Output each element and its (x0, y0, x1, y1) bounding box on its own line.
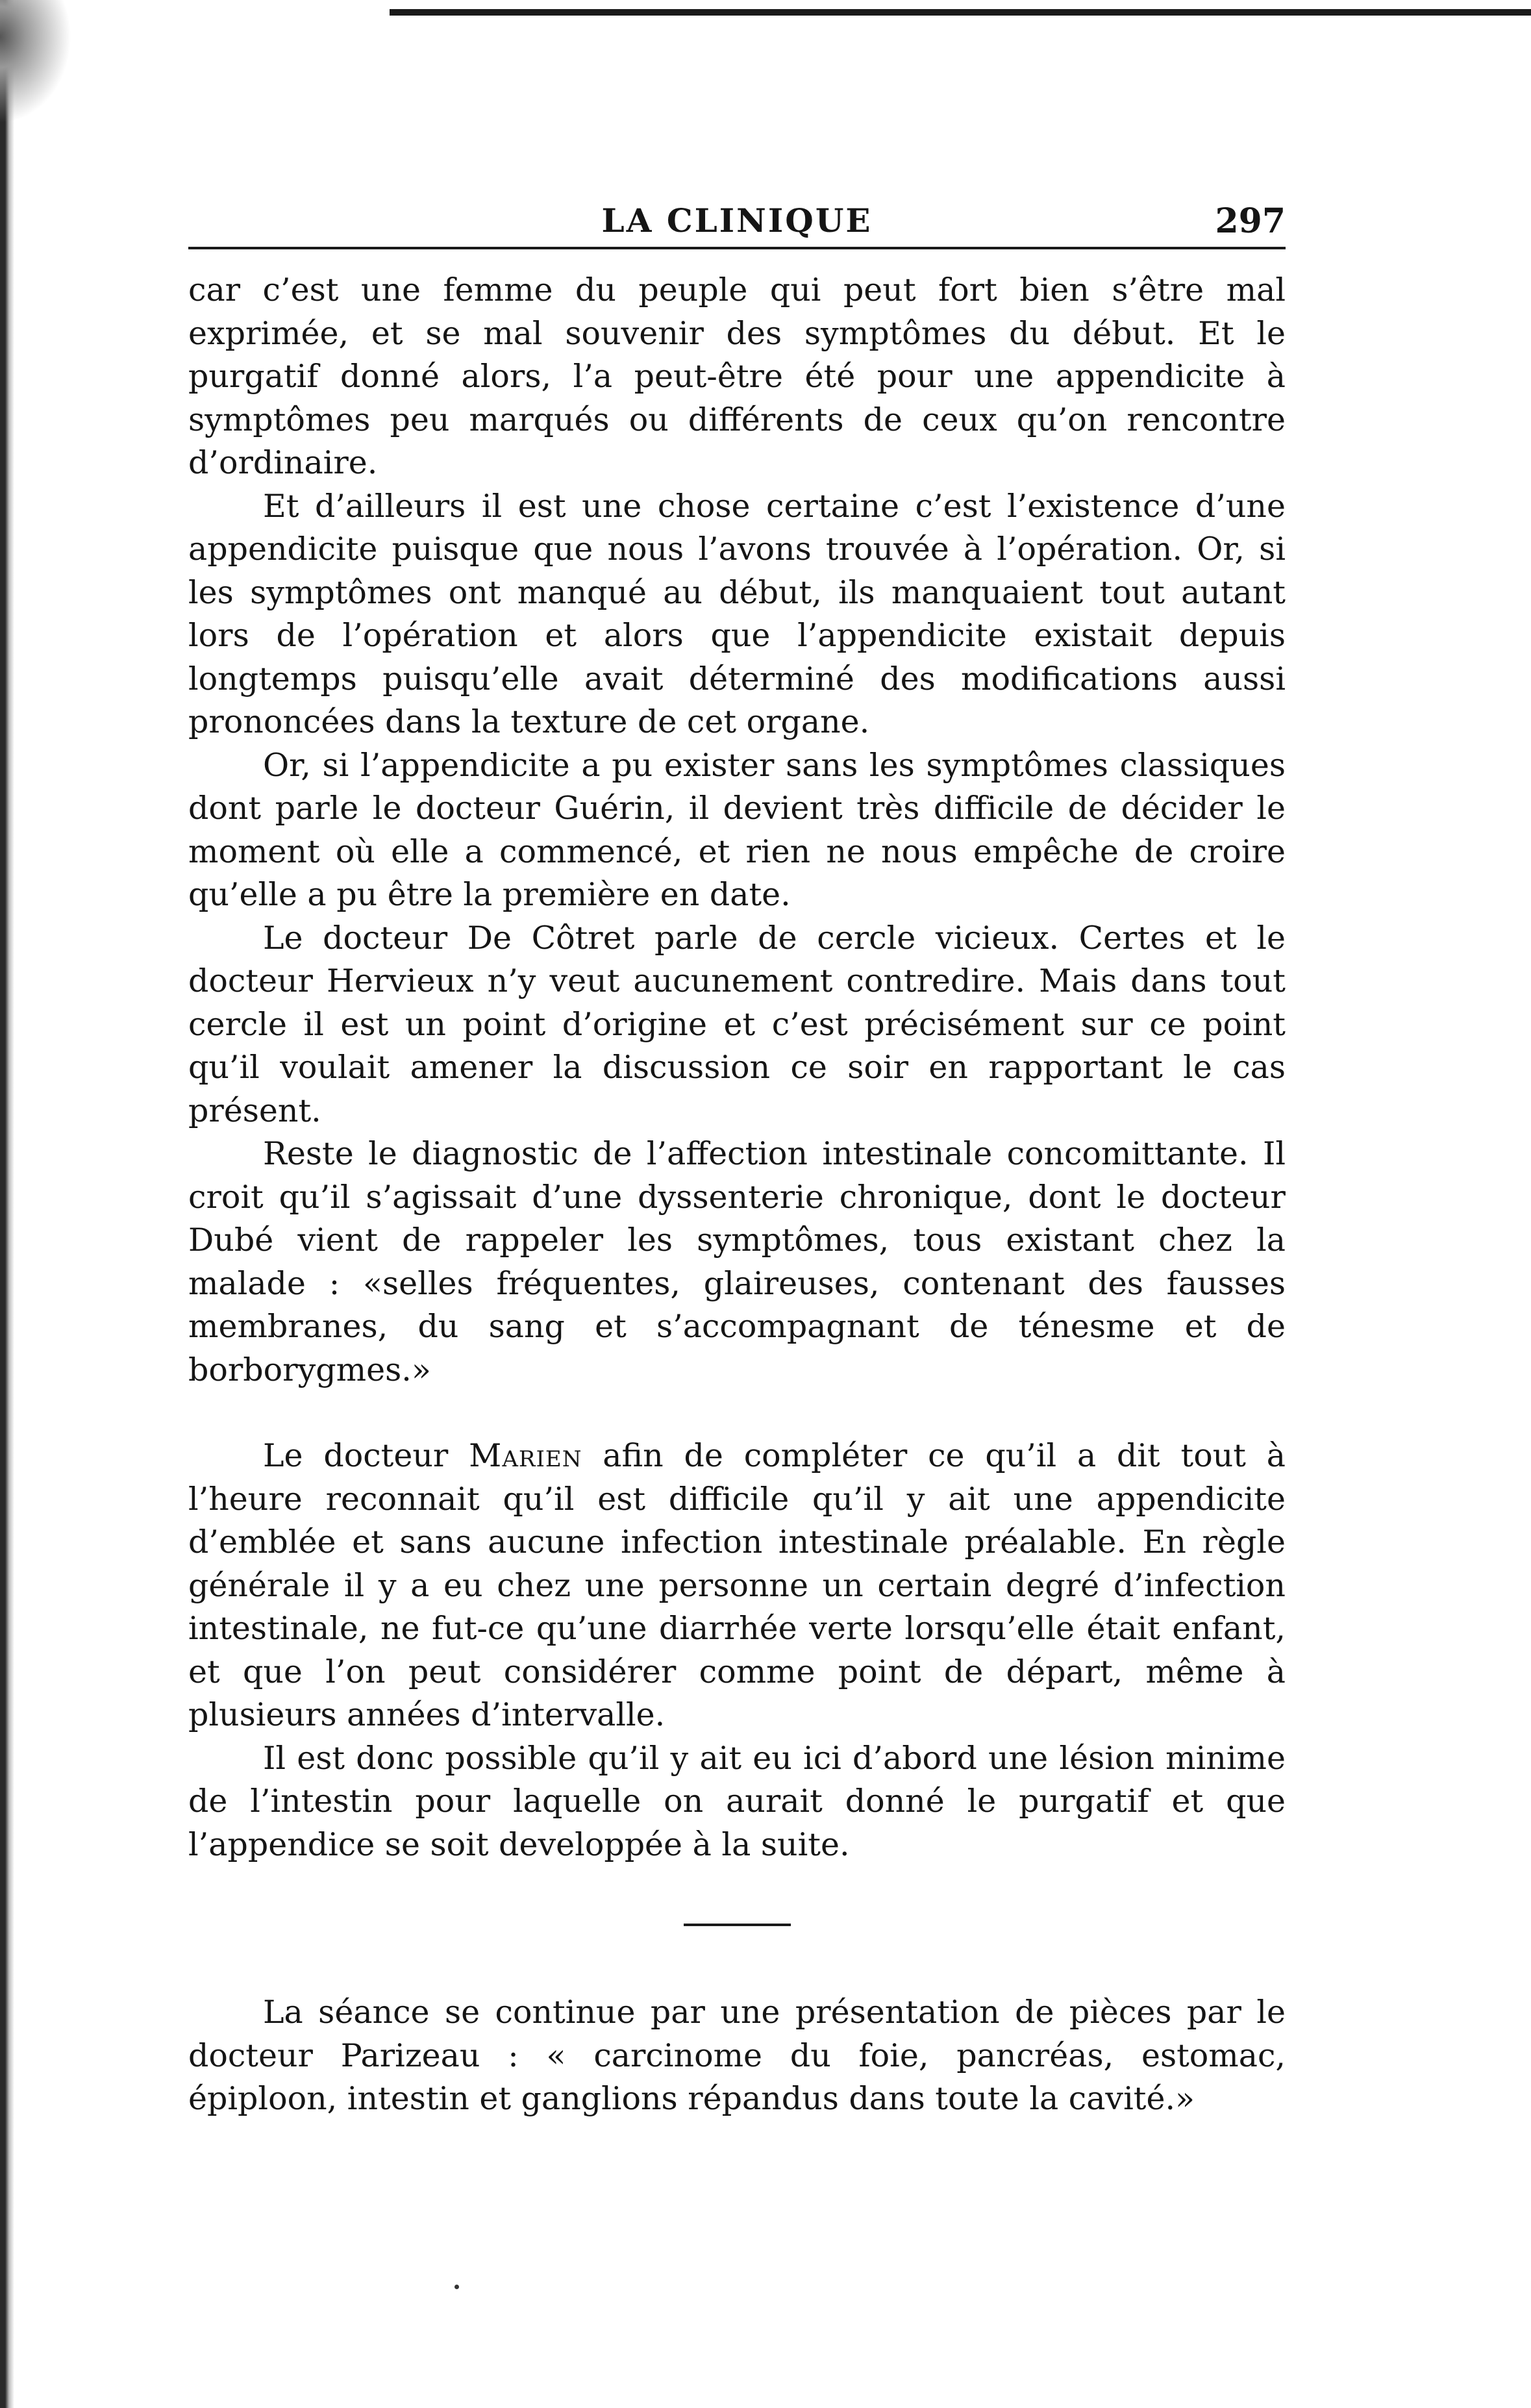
paragraph-7: Il est donc possible qu’il y ait eu ici d’abord une lésion minime de l’intestin pour laquelle on aurait donné le purgatif et que l’appendice se soit developpée à la suite. (188, 1739, 1286, 1863)
page-number: 297 (1215, 201, 1286, 241)
paragraph-3: Or, si l’appendicite a pu exister sans les symptômes classiques dont parle le docteur Guérin, il devient très difficile de décider le moment où elle a commencé, et rien ne nous empêche de croire qu’elle a pu être la première en date. (188, 746, 1286, 913)
paragraph-1: car c’est une femme du peuple qui peut fort bien s’être mal exprimée, et se mal souvenir des symptômes du début. Et le purgatif donné alors, l’a peut-être été pour une appendicite à symptômes peu marqués ou différents de ceux qu’on rencontre d’ordinaire. (188, 271, 1286, 481)
paragraph-5: Reste le diagnostic de l’affection intestinale concomittante. Il croit qu’il s’agissait d’une dyssenterie chronique, dont le docteur Dubé vient de rappeler les symptômes, tous existant chez la malade : «selles fréquentes, glaireuses, contenant des fausses membranes, du sang et s’accompagnant de ténesme et de borborygmes.» (188, 1135, 1286, 1388)
section-divider (684, 1924, 791, 1926)
paragraph-4: Le docteur De Côtret parle de cercle vicieux. Certes et le docteur Hervieux n’y veut aucunement contredire. Mais dans tout cercle il est un point d’origine et c’est précisément sur ce point qu’il voulait amener la discussion ce soir en rapportant le cas présent. (188, 919, 1286, 1129)
scan-top-border (390, 9, 1531, 16)
scan-binding-edge (0, 0, 14, 2408)
scan-corner-shadow (0, 0, 71, 123)
paragraph-6-text: afin de compléter ce qu’il a dit tout à l’heure reconnait qu’il est difficile qu’il y ait une appendicite d’emblée et sans aucune infection intestinale préalable. En règle générale il y a eu chez une personne un certain degré d’infection intestinale, ne fut-ce qu’une diarrhée verte lorsqu’elle était enfant, et que l’on peut considérer comme point de départ, même à plusieurs années d’intervalle. (188, 1437, 1286, 1733)
speaker-name: Marien (469, 1437, 582, 1474)
paragraph-8: La séance se continue par une présentation de pièces par le docteur Parizeau : « carcinome du foie, pancréas, estomac, épiploon, intestin et ganglions répandus dans toute la cavité.» (188, 1994, 1286, 2117)
running-title: LA CLINIQUE (601, 201, 873, 240)
scan-speck (454, 2285, 459, 2289)
body-text (188, 269, 1286, 1866)
paragraph-6-lead: Le docteur (263, 1437, 469, 1474)
running-head (188, 195, 1286, 247)
header-rule (188, 247, 1286, 249)
paragraph-2: Et d’ailleurs il est une chose certaine c’est l’existence d’une appendicite puisque que nous l’avons trouvée à l’opération. Or, si les symptômes ont manqué au début, ils manquaient tout autant lors de l’opération et alors que l’appendicite existait depuis longtemps puisqu’elle avait déterminé des modifications aussi prononcées dans la texture de cet organe. (188, 487, 1286, 740)
paragraph-6 (188, 1435, 1286, 1737)
closing-text (188, 1991, 1286, 2121)
book-page (188, 195, 1286, 2121)
